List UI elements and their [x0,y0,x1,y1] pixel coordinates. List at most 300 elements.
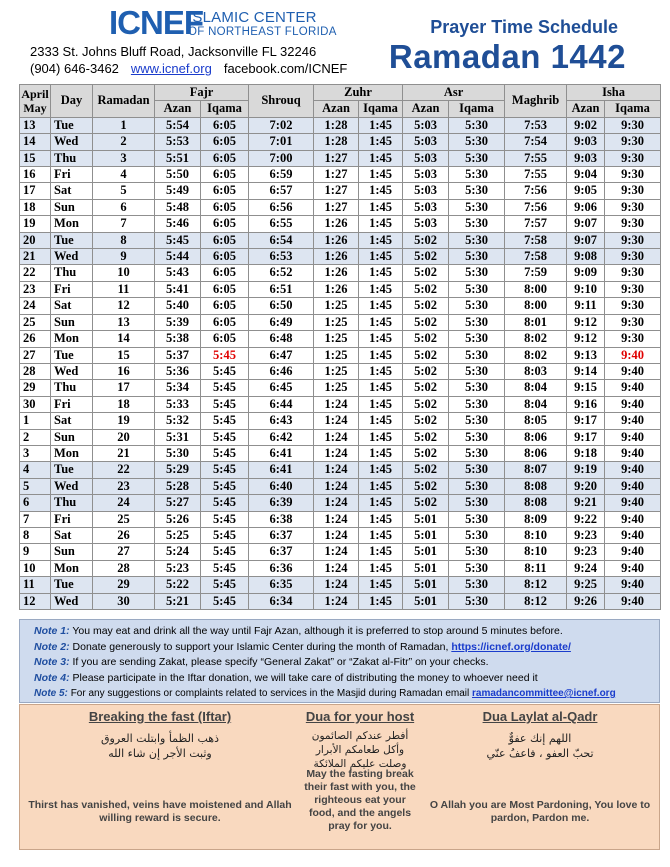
cell-shrouq: 6:49 [249,314,314,330]
cell-ramadan-day: 29 [93,577,155,593]
prayer-time-table [19,84,661,610]
cell-asr-iqama: 5:30 [449,396,505,412]
dua-iftar-arabic: ذهب الظمأ وابتلت العروق وثبت الأجر إن شاء الله [101,732,219,760]
cell-maghrib: 8:04 [505,396,567,412]
cell-shrouq: 6:59 [249,167,314,183]
cell-zuhr-iqama: 1:45 [359,134,403,150]
cell-shrouq: 6:47 [249,347,314,363]
cell-asr-azan: 5:02 [403,396,449,412]
cell-shrouq: 6:44 [249,396,314,412]
cell-date: 8 [20,527,51,543]
dua-qadr-english: O Allah you are Most Pardoning, You love to pardon, Pardon me. [429,799,651,824]
cell-isha-iqama: 9:40 [605,445,661,461]
cell-asr-azan: 5:03 [403,199,449,215]
email-link[interactable]: ramadancommittee@icnef.org [472,688,616,699]
cell-maghrib: 7:56 [505,199,567,215]
prayer-table-body [20,117,661,609]
cell-maghrib: 8:08 [505,478,567,494]
cell-isha-azan: 9:12 [567,314,605,330]
cell-day: Tue [51,462,93,478]
dua-host-arabic: أفطر عندكم الصائمون وأكل طعامكم الأبرار وصلت عليكم الملائكة [311,730,409,770]
cell-fajr-iqama: 5:45 [201,462,249,478]
cell-zuhr-azan: 1:26 [314,216,359,232]
cell-isha-azan: 9:22 [567,511,605,527]
cell-isha-iqama: 9:30 [605,216,661,232]
cell-ramadan-day: 22 [93,462,155,478]
cell-zuhr-azan: 1:27 [314,199,359,215]
cell-maghrib: 8:00 [505,281,567,297]
cell-isha-iqama: 9:30 [605,167,661,183]
cell-isha-iqama: 9:30 [605,281,661,297]
cell-fajr-azan: 5:22 [155,577,201,593]
cell-date: 22 [20,265,51,281]
cell-ramadan-day: 5 [93,183,155,199]
cell-zuhr-iqama: 1:45 [359,593,403,609]
page-header [0,0,670,84]
cell-fajr-azan: 5:29 [155,462,201,478]
cell-fajr-azan: 5:37 [155,347,201,363]
cell-asr-iqama: 5:30 [449,495,505,511]
header-maghrib: Maghrib [505,85,567,118]
cell-fajr-iqama: 5:45 [201,560,249,576]
cell-maghrib: 8:05 [505,413,567,429]
cell-asr-azan: 5:02 [403,281,449,297]
header-isha: Isha [567,85,661,101]
cell-fajr-iqama: 5:45 [201,380,249,396]
cell-date: 17 [20,183,51,199]
table-row [20,363,661,379]
table-row [20,380,661,396]
cell-isha-azan: 9:06 [567,199,605,215]
cell-zuhr-iqama: 1:45 [359,232,403,248]
table-row [20,445,661,461]
cell-asr-iqama: 5:30 [449,544,505,560]
cell-zuhr-azan: 1:26 [314,265,359,281]
table-row [20,298,661,314]
cell-zuhr-iqama: 1:45 [359,314,403,330]
table-row [20,183,661,199]
cell-maghrib: 8:01 [505,314,567,330]
logo-line-2: OF NORTHEAST FLORIDA [188,26,337,38]
cell-date: 25 [20,314,51,330]
cell-zuhr-iqama: 1:45 [359,331,403,347]
cell-shrouq: 6:37 [249,544,314,560]
cell-zuhr-iqama: 1:45 [359,150,403,166]
cell-asr-azan: 5:02 [403,232,449,248]
subheader-zuhr-azan: Azan [314,101,359,117]
cell-date: 2 [20,429,51,445]
note-5: Note 5: For any suggestions or complaints related to services in the Masjid during Ramadan email ramadancommittee@icnef.org [34,688,616,699]
cell-zuhr-azan: 1:26 [314,249,359,265]
cell-asr-iqama: 5:30 [449,560,505,576]
cell-fajr-azan: 5:40 [155,298,201,314]
cell-fajr-iqama: 5:45 [201,593,249,609]
cell-maghrib: 7:53 [505,117,567,133]
website-link[interactable]: www.icnef.org [130,61,212,76]
cell-maghrib: 7:58 [505,232,567,248]
cell-isha-iqama: 9:30 [605,183,661,199]
cell-day: Tue [51,577,93,593]
table-row [20,527,661,543]
cell-day: Wed [51,593,93,609]
cell-isha-azan: 9:21 [567,495,605,511]
cell-day: Sun [51,199,93,215]
logo-line-1: ISLAMIC CENTER [188,9,317,26]
cell-date: 15 [20,150,51,166]
subheader-fajr-iqama: Iqama [201,101,249,117]
cell-ramadan-day: 9 [93,249,155,265]
cell-isha-iqama: 9:40 [605,396,661,412]
cell-date: 3 [20,445,51,461]
cell-zuhr-azan: 1:25 [314,314,359,330]
cell-asr-azan: 5:02 [403,413,449,429]
phone: (904) 646-3462 [30,61,119,76]
cell-day: Thu [51,380,93,396]
cell-zuhr-iqama: 1:45 [359,216,403,232]
cell-maghrib: 8:11 [505,560,567,576]
cell-isha-iqama: 9:30 [605,265,661,281]
table-row [20,511,661,527]
cell-isha-iqama: 9:30 [605,249,661,265]
cell-date: 6 [20,495,51,511]
cell-date: 24 [20,298,51,314]
cell-zuhr-iqama: 1:45 [359,495,403,511]
cell-ramadan-day: 18 [93,396,155,412]
cell-isha-azan: 9:23 [567,527,605,543]
cell-day: Fri [51,281,93,297]
cell-zuhr-azan: 1:24 [314,560,359,576]
cell-fajr-azan: 5:38 [155,331,201,347]
cell-shrouq: 6:54 [249,232,314,248]
cell-maghrib: 8:06 [505,429,567,445]
cell-ramadan-day: 11 [93,281,155,297]
notes-box [19,619,660,703]
cell-date: 13 [20,117,51,133]
cell-day: Thu [51,150,93,166]
cell-asr-iqama: 5:30 [449,117,505,133]
dua-host-english: May the fasting break their fast with you, the righteous eat your food, and the angels pray for you. [304,768,416,832]
cell-asr-azan: 5:03 [403,134,449,150]
cell-maghrib: 8:02 [505,331,567,347]
cell-asr-iqama: 5:30 [449,577,505,593]
cell-zuhr-iqama: 1:45 [359,347,403,363]
cell-asr-azan: 5:01 [403,560,449,576]
cell-zuhr-iqama: 1:45 [359,199,403,215]
cell-asr-azan: 5:02 [403,380,449,396]
cell-isha-azan: 9:24 [567,560,605,576]
table-row [20,134,661,150]
note-2: Note 2: Donate generously to support your Islamic Center during the month of Ramadan, https://icnef.org/donate/ [34,640,571,653]
cell-asr-iqama: 5:30 [449,413,505,429]
cell-maghrib: 7:54 [505,134,567,150]
cell-ramadan-day: 6 [93,199,155,215]
cell-asr-azan: 5:03 [403,167,449,183]
table-row [20,478,661,494]
cell-zuhr-azan: 1:24 [314,577,359,593]
cell-fajr-azan: 5:31 [155,429,201,445]
cell-shrouq: 7:01 [249,134,314,150]
table-row [20,429,661,445]
cell-zuhr-azan: 1:27 [314,167,359,183]
cell-shrouq: 6:39 [249,495,314,511]
cell-zuhr-azan: 1:28 [314,134,359,150]
cell-fajr-azan: 5:27 [155,495,201,511]
table-row [20,314,661,330]
cell-fajr-azan: 5:45 [155,232,201,248]
cell-isha-azan: 9:07 [567,216,605,232]
cell-fajr-iqama: 5:45 [201,363,249,379]
cell-maghrib: 8:10 [505,527,567,543]
cell-maghrib: 8:06 [505,445,567,461]
cell-zuhr-azan: 1:25 [314,363,359,379]
cell-date: 20 [20,232,51,248]
cell-date: 21 [20,249,51,265]
cell-fajr-iqama: 6:05 [201,265,249,281]
cell-shrouq: 6:43 [249,413,314,429]
cell-isha-azan: 9:08 [567,249,605,265]
cell-date: 27 [20,347,51,363]
cell-fajr-iqama: 5:45 [201,577,249,593]
cell-asr-iqama: 5:30 [449,363,505,379]
cell-fajr-azan: 5:24 [155,544,201,560]
cell-isha-iqama: 9:40 [605,363,661,379]
cell-fajr-iqama: 5:45 [201,445,249,461]
cell-zuhr-iqama: 1:45 [359,429,403,445]
table-row [20,577,661,593]
cell-asr-azan: 5:02 [403,249,449,265]
cell-zuhr-iqama: 1:45 [359,445,403,461]
cell-fajr-iqama: 6:05 [201,134,249,150]
header-fajr: Fajr [155,85,249,101]
cell-ramadan-day: 15 [93,347,155,363]
cell-isha-azan: 9:03 [567,134,605,150]
cell-day: Tue [51,347,93,363]
table-row [20,593,661,609]
cell-date: 5 [20,478,51,494]
cell-shrouq: 6:57 [249,183,314,199]
table-row [20,495,661,511]
header-asr: Asr [403,85,505,101]
cell-zuhr-azan: 1:25 [314,347,359,363]
cell-isha-azan: 9:20 [567,478,605,494]
cell-day: Sat [51,183,93,199]
cell-zuhr-azan: 1:25 [314,331,359,347]
cell-asr-azan: 5:02 [403,363,449,379]
cell-asr-azan: 5:03 [403,216,449,232]
cell-asr-iqama: 5:30 [449,134,505,150]
cell-fajr-iqama: 5:45 [201,396,249,412]
subheader-zuhr-iqama: Iqama [359,101,403,117]
cell-asr-iqama: 5:30 [449,511,505,527]
cell-ramadan-day: 2 [93,134,155,150]
dua-iftar [20,705,300,849]
cell-isha-iqama: 9:40 [605,527,661,543]
table-row [20,232,661,248]
cell-day: Mon [51,560,93,576]
cell-zuhr-iqama: 1:45 [359,462,403,478]
cell-isha-azan: 9:25 [567,577,605,593]
cell-asr-iqama: 5:30 [449,593,505,609]
cell-zuhr-iqama: 1:45 [359,577,403,593]
cell-isha-iqama: 9:30 [605,150,661,166]
cell-isha-iqama: 9:40 [605,593,661,609]
cell-fajr-azan: 5:41 [155,281,201,297]
cell-shrouq: 6:53 [249,249,314,265]
cell-asr-azan: 5:03 [403,117,449,133]
cell-zuhr-azan: 1:24 [314,445,359,461]
cell-zuhr-azan: 1:24 [314,593,359,609]
cell-zuhr-azan: 1:24 [314,511,359,527]
cell-zuhr-azan: 1:28 [314,117,359,133]
cell-shrouq: 7:02 [249,117,314,133]
cell-asr-azan: 5:01 [403,527,449,543]
cell-maghrib: 8:02 [505,347,567,363]
cell-ramadan-day: 25 [93,511,155,527]
subheader-asr-iqama: Iqama [449,101,505,117]
cell-maghrib: 7:58 [505,249,567,265]
cell-asr-iqama: 5:30 [449,429,505,445]
table-row [20,560,661,576]
cell-date: 28 [20,363,51,379]
cell-asr-azan: 5:02 [403,462,449,478]
cell-zuhr-iqama: 1:45 [359,265,403,281]
cell-fajr-iqama: 5:45 [201,527,249,543]
cell-asr-azan: 5:02 [403,429,449,445]
cell-ramadan-day: 12 [93,298,155,314]
cell-day: Sat [51,527,93,543]
cell-zuhr-azan: 1:24 [314,527,359,543]
cell-shrouq: 6:38 [249,511,314,527]
cell-fajr-azan: 5:26 [155,511,201,527]
cell-shrouq: 6:35 [249,577,314,593]
cell-day: Sun [51,544,93,560]
cell-fajr-iqama: 5:45 [201,413,249,429]
cell-zuhr-azan: 1:27 [314,150,359,166]
header-shrouq: Shrouq [249,85,314,118]
cell-isha-iqama: 9:40 [605,511,661,527]
cell-fajr-azan: 5:53 [155,134,201,150]
cell-asr-azan: 5:02 [403,478,449,494]
header-zuhr: Zuhr [314,85,403,101]
cell-asr-iqama: 5:30 [449,199,505,215]
note-3: Note 3: If you are sending Zakat, please specify “General Zakat” or “Zakat al-Fitr” on your checks. [34,656,489,668]
cell-fajr-azan: 5:50 [155,167,201,183]
cell-isha-iqama: 9:40 [605,478,661,494]
cell-zuhr-iqama: 1:45 [359,478,403,494]
dua-host-title: Dua for your host [305,709,415,724]
cell-shrouq: 6:42 [249,429,314,445]
cell-zuhr-iqama: 1:45 [359,413,403,429]
cell-shrouq: 6:37 [249,527,314,543]
cell-date: 9 [20,544,51,560]
cell-ramadan-day: 13 [93,314,155,330]
cell-date: 23 [20,281,51,297]
cell-asr-iqama: 5:30 [449,298,505,314]
cell-ramadan-day: 3 [93,150,155,166]
cell-shrouq: 6:40 [249,478,314,494]
table-row [20,331,661,347]
cell-isha-azan: 9:02 [567,117,605,133]
cell-fajr-azan: 5:49 [155,183,201,199]
cell-fajr-iqama: 5:45 [201,347,249,363]
dua-qadr-arabic: اللهم إنك عفوٌّ تحبّ العفو ، فاعفُ عنّي [486,732,594,760]
cell-asr-iqama: 5:30 [449,265,505,281]
cell-date: 26 [20,331,51,347]
cell-zuhr-iqama: 1:45 [359,249,403,265]
cell-date: 16 [20,167,51,183]
cell-ramadan-day: 16 [93,363,155,379]
cell-fajr-iqama: 6:05 [201,167,249,183]
cell-shrouq: 6:34 [249,593,314,609]
cell-isha-azan: 9:19 [567,462,605,478]
cell-asr-iqama: 5:30 [449,281,505,297]
cell-asr-azan: 5:02 [403,331,449,347]
subheader-isha-iqama: Iqama [605,101,661,117]
cell-maghrib: 8:04 [505,380,567,396]
cell-fajr-azan: 5:25 [155,527,201,543]
cell-isha-azan: 9:15 [567,380,605,396]
cell-asr-iqama: 5:30 [449,445,505,461]
cell-day: Fri [51,396,93,412]
cell-zuhr-iqama: 1:45 [359,527,403,543]
cell-date: 10 [20,560,51,576]
cell-isha-iqama: 9:30 [605,232,661,248]
cell-zuhr-azan: 1:24 [314,413,359,429]
cell-isha-azan: 9:11 [567,298,605,314]
cell-asr-iqama: 5:30 [449,314,505,330]
ramadan-title: Ramadan 1442 [388,38,626,75]
cell-fajr-azan: 5:36 [155,363,201,379]
cell-ramadan-day: 14 [93,331,155,347]
donate-link[interactable]: https://icnef.org/donate/ [451,640,571,653]
cell-zuhr-iqama: 1:45 [359,183,403,199]
cell-fajr-azan: 5:23 [155,560,201,576]
cell-zuhr-azan: 1:26 [314,281,359,297]
cell-shrouq: 6:41 [249,462,314,478]
cell-asr-iqama: 5:30 [449,347,505,363]
cell-isha-azan: 9:14 [567,363,605,379]
cell-maghrib: 7:55 [505,150,567,166]
cell-asr-iqama: 5:30 [449,380,505,396]
facebook-link[interactable]: facebook.com/ICNEF [223,61,348,76]
cell-shrouq: 6:45 [249,380,314,396]
cell-isha-iqama: 9:40 [605,413,661,429]
cell-shrouq: 6:41 [249,445,314,461]
cell-isha-azan: 9:12 [567,331,605,347]
table-row [20,396,661,412]
cell-isha-azan: 9:18 [567,445,605,461]
cell-ramadan-day: 30 [93,593,155,609]
cell-asr-azan: 5:01 [403,511,449,527]
subheader-asr-azan: Azan [403,101,449,117]
cell-zuhr-azan: 1:24 [314,462,359,478]
table-row [20,167,661,183]
cell-zuhr-iqama: 1:45 [359,167,403,183]
cell-date: 14 [20,134,51,150]
cell-shrouq: 6:48 [249,331,314,347]
cell-zuhr-azan: 1:26 [314,232,359,248]
table-row [20,199,661,215]
cell-fajr-iqama: 6:05 [201,216,249,232]
cell-ramadan-day: 26 [93,527,155,543]
cell-maghrib: 8:03 [505,363,567,379]
cell-day: Wed [51,478,93,494]
cell-zuhr-azan: 1:25 [314,380,359,396]
cell-shrouq: 6:51 [249,281,314,297]
cell-ramadan-day: 1 [93,117,155,133]
cell-isha-iqama: 9:40 [605,347,661,363]
cell-maghrib: 8:08 [505,495,567,511]
